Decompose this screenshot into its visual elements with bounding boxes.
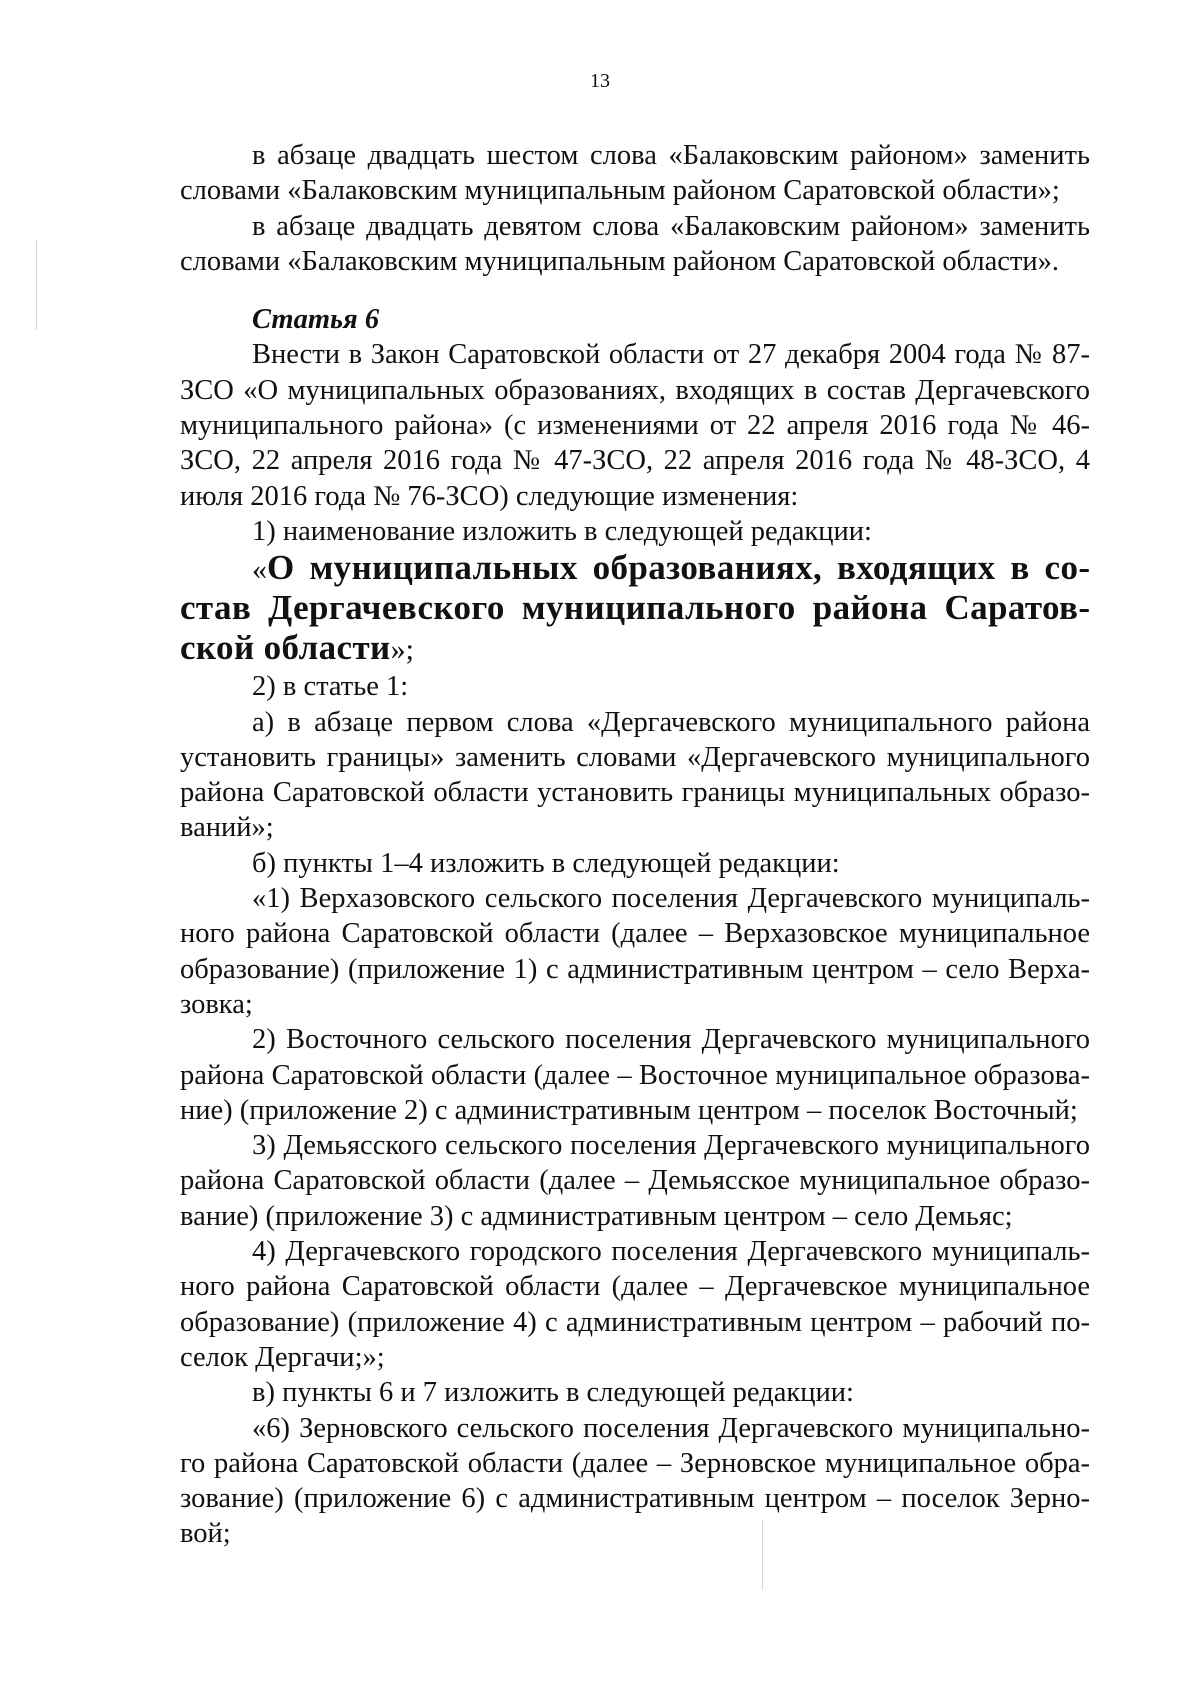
scan-artifact-line: [36, 240, 37, 330]
page-number: 13: [590, 70, 610, 92]
new-law-title-bold: О муниципальных образованиях, входящих в состав Дергачевского муниципального района Саратовской области: [180, 548, 1090, 668]
paragraph: в абзаце двадцать девятом слова «Балаковским районом» заменить словами «Балаковским муниципальным районом Саратовской области».: [180, 210, 1090, 277]
list-item: 2) Восточного сельского поселения Дергачевского муниципального района Саратовской области (далее – Восточное муниципальное образование) (приложение 2) с административным центром – поселок Восточный;: [180, 1024, 1090, 1126]
quote-open: «: [252, 553, 267, 587]
article-intro: Внести в Закон Саратовской области от 27 декабря 2004 года № 87-ЗСО «О муниципальных образованиях, входящих в состав Дергачевского муниципального района» (с изменениями от 22 апреля 2016 года № 46-ЗСО, 22 апреля 2016 года № 47-ЗСО, 22 апреля 2016 года № 48-ЗСО, 4 июля 2016 года № 76-ЗСО) следующие изменения:: [180, 339, 1090, 512]
new-law-title: [180, 549, 1090, 669]
list-item: 3) Демьясского сельского поселения Дергачевского муниципального района Саратовской области (далее – Демьясское муниципальное образование) (приложение 3) с административным центром – село Демьяс;: [180, 1130, 1090, 1232]
list-item: в) пункты 6 и 7 изложить в следующей редакции:: [252, 1377, 854, 1409]
document-body: [180, 138, 1090, 1552]
list-item: б) пункты 1–4 изложить в следующей редакции:: [252, 847, 840, 879]
list-item: «6) Зерновского сельского поселения Дергачевского муниципального района Саратовской области (далее – Зерновское муниципальное образование) (приложение 6) с административным центром – поселок Зерновой;: [180, 1412, 1090, 1550]
article-heading: Статья 6: [252, 304, 380, 336]
list-item: 2) в статье 1:: [252, 671, 409, 703]
quote-close: »;: [390, 633, 414, 667]
list-item: «1) Верхазовского сельского поселения Дергачевского муниципального района Саратовской области (далее – Верхазовское муниципальное образование) (приложение 1) с административным центром – село Верхазовка;: [180, 883, 1090, 1020]
list-item: 4) Дергачевского городского поселения Дергачевского муниципального района Саратовской области (далее – Дергачевское муниципальное образование) (приложение 4) с административным центром – рабочий поселок Дергачи;»;: [180, 1236, 1090, 1373]
list-item: а) в абзаце первом слова «Дергачевского муниципального района установить границы» заменить словами «Дергачевского муниципального района Саратовской области установить границы муниципальных образований»;: [180, 706, 1090, 844]
list-item: 1) наименование изложить в следующей редакции:: [252, 515, 872, 547]
paragraph: в абзаце двадцать шестом слова «Балаковским районом» заменить словами «Балаковским муниципальным районом Саратовской области»;: [180, 140, 1090, 207]
